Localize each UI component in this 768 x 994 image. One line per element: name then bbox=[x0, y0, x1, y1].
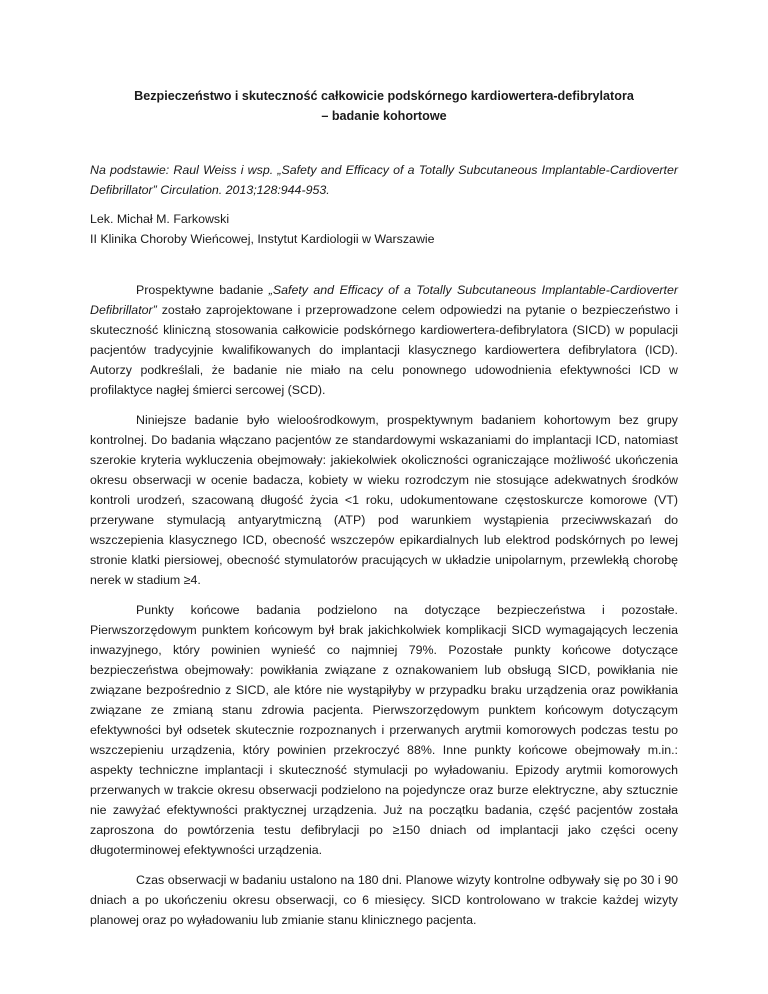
paragraph-4: Czas obserwacji w badaniu ustalono na 180 dni. Planowe wizyty kontrolne odbywały się po 30 i 90 dniach a po ukończeniu okresu obserwacji, co 6 miesięcy. SICD kontrolowano w trakcie każdej wizyty planowej oraz po wyładowaniu lub zmianie stanu klinicznego pacjenta. bbox=[90, 873, 678, 927]
author-block bbox=[90, 209, 678, 249]
paragraph-1 bbox=[90, 280, 678, 400]
paragraph-1-study-title: „Safety and Efficacy of a Totally Subcutaneous Implantable-Cardioverter Defibrillator” bbox=[90, 283, 678, 317]
document-title bbox=[90, 86, 678, 126]
author-name: Lek. Michał M. Farkowski bbox=[90, 212, 230, 226]
paragraph-1-rest: zostało zaprojektowane i przeprowadzone celem odpowiedzi na pytanie o bezpieczeństwo i skuteczność kliniczną stosowania całkowicie podskórnego kardiowertera-defibrylatora (SICD) w populacji pacjentów tradycyjnie kwalifikowanych do implantacji klasycznego kardiowertera defibrylatora (ICD). Autorzy podkreślali, że badanie nie miało na celu ponownego udowodnienia efektywności ICD w profilaktyce nagłej śmierci sercowej (SCD). bbox=[90, 303, 678, 397]
title-line-1: Bezpieczeństwo i skuteczność całkowicie podskórnego kardiowertera-defibrylatora bbox=[134, 89, 634, 103]
paragraph-3: Punkty końcowe badania podzielono na dotyczące bezpieczeństwa i pozostałe. Pierwszorzędowym punktem końcowym był brak jakichkolwiek komplikacji SICD wymagających leczenia inwazyjnego, który powinien wynieść co najmniej 79%. Pozostałe punkty końcowe dotyczące bezpieczeństwa obejmowały: powikłania związane z oznakowaniem lub obsługą SICD, powikłania nie związane bezpośrednio z SICD, ale które nie wystąpiłyby w przypadku braku urządzenia oraz powikłania związane ze zmianą stanu zdrowia pacjenta. Pierwszorzędowym punktem końcowym dotyczącym efektywności był odsetek skutecznie rozpoznanych i przerwanych arytmii komorowych podczas testu po wszczepieniu urządzenia, który powinien przekroczyć 88%. Inne punkty końcowe obejmowały m.in.: aspekty techniczne implantacji i skuteczność stymulacji po wyładowaniu. Epizody arytmii komorowych przerwanych w trakcie okresu obserwacji podzielono na pojedyncze oraz burze elektryczne, aby sztucznie nie zawyżać efektywności praktycznej urządzenia. Już na początku badania, część pacjentów została zaproszona do powtórzenia testu defibrylacji po ≥150 dniach od implantacji jako części oceny długoterminowej efektywności urządzenia. bbox=[90, 603, 678, 857]
author-affiliation: II Klinika Choroby Wieńcowej, Instytut Kardiologii w Warszawie bbox=[90, 232, 435, 246]
paragraph-2: Niniejsze badanie było wieloośrodkowym, prospektywnym badaniem kohortowym bez grupy kontrolnej. Do badania włączano pacjentów ze standardowymi wskazaniami do implantacji ICD, natomiast szerokie kryteria wykluczenia obejmowały: jakiekolwiek okoliczności ograniczające możliwość ukończenia okresu obserwacji w ocenie badacza, kobiety w wieku rozrodczym nie stosujące adekwatnych środków kontroli urodzeń, szacowaną długość życia <1 roku, udokumentowane częstoskurcze komorowe (VT) przerywane stymulacją antyarytmiczną (ATP) pod warunkiem wystąpienia przeciwwskazań do wszczepienia klasycznego ICD, obecność wszczepów epikardialnych lub elektrod podskórnych po lewej stronie klatki piersiowej, obecność stymulatorów pracujących w układzie unipolarnym, przewlekłą chorobę nerek w stadium ≥4. bbox=[90, 413, 678, 587]
document-body bbox=[90, 280, 678, 940]
title-line-2: – badanie kohortowe bbox=[321, 109, 447, 123]
paragraph-1-prefix: Prospektywne badanie bbox=[136, 283, 269, 297]
source-citation: Na podstawie: Raul Weiss i wsp. „Safety and Efficacy of a Totally Subcutaneous Implantable-Cardioverter Defibrillator” Circulation. 2013;128:944-953. bbox=[90, 163, 678, 197]
